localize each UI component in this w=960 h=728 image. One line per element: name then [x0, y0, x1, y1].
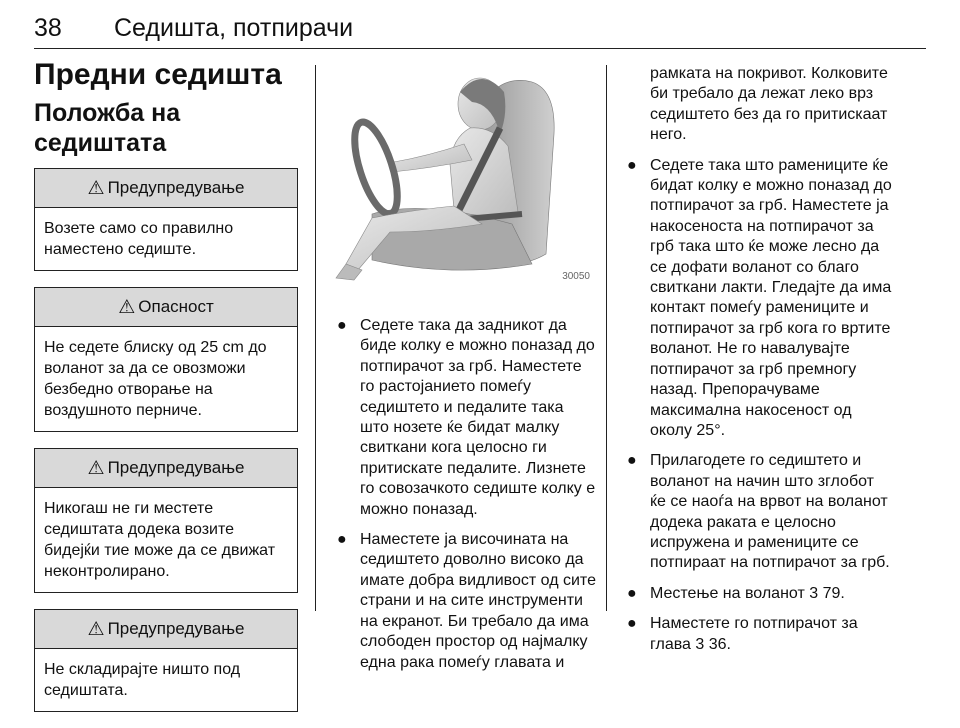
warning-box-text: Никогаш не ги местете седиштата додека возите бидејќи тие може да се движат неконтролирано. — [44, 500, 276, 580]
warning-box-text: Не складирајте ништо под седиштата. — [44, 661, 241, 699]
page-heading: Предни седишта — [34, 58, 282, 91]
column-divider — [606, 65, 607, 611]
figure-number: 30050 — [562, 271, 590, 282]
list-item — [622, 156, 894, 442]
warning-box — [34, 448, 298, 593]
reference-text: Местење на воланот — [650, 584, 805, 602]
warning-box-title: Предупредување — [107, 178, 245, 197]
warning-box — [34, 168, 298, 271]
bullet-icon: ● — [627, 452, 637, 470]
warning-box-title: Предупредување — [107, 458, 245, 477]
list-item — [332, 316, 596, 520]
continued-text: рамката на покривот. Колковите би требало да лежат леко врз седиштето без да го притискаат него. — [650, 65, 888, 144]
bullet-icon: ● — [337, 531, 347, 549]
warning-triangle-icon: ⚠ — [87, 177, 105, 199]
header-rule — [34, 48, 926, 49]
warning-box — [34, 609, 298, 712]
list-item-text: Наместете ја височината на седиштето доволно високо да имате добра видливост од сите страни и на сите инструменти на екранот. Би требало да има слободен простор од најмалку една рака помеѓу главата и — [360, 531, 596, 671]
warning-triangle-icon: ⚠ — [87, 457, 105, 479]
page-subheading: Положба на седиштата — [34, 99, 181, 157]
bullet-icon: ● — [627, 615, 637, 633]
warning-triangle-icon: ⚠ — [87, 618, 105, 640]
list-item — [622, 584, 894, 604]
list-item-text: Седете така да задникот да биде колку е можно поназад до потпирачот за грб. Наместете го растојанието помеѓу седиштето и педалите така што нозете ќе бидат малку свиткани кога целосно ги притискате педалите. Лизнете го совозачкото седиште колку е можно поназад. — [360, 317, 596, 518]
column-left — [34, 58, 298, 728]
danger-box-header — [35, 288, 297, 327]
reference-page: 79. — [822, 584, 845, 602]
page-reference-arrow-icon: 3 — [695, 635, 705, 653]
column-right — [622, 64, 894, 665]
bullet-icon: ● — [337, 317, 347, 334]
reference-page: 36. — [708, 635, 731, 653]
seated-driver-illustration — [332, 64, 596, 290]
reference-text: Наместете го потпирачот за глава — [650, 615, 858, 653]
page-header — [34, 14, 926, 50]
warning-triangle-icon: ⚠ — [118, 296, 136, 318]
bullet-icon: ● — [627, 156, 637, 174]
page-reference-link[interactable] — [695, 636, 731, 653]
warning-box-title: Предупредување — [107, 619, 245, 638]
section-title: Седишта, потпирачи — [114, 14, 354, 42]
instruction-list — [332, 316, 596, 673]
danger-box — [34, 287, 298, 432]
list-item-text: Седете така што рамениците ќе бидат колку е можно поназад до потпирачот за грб. Наместете ја накосеноста на потпирачот за грб така што ќе може лесно да се дофати воланот со благо свиткани лакти. Гледајте да има контакт помеѓу рамениците и потпирачот за грб кога го вртите воланот. Не го навалувајте потпирачот за грб премногу назад. Препорачуваме максимална накосеност од околу 25°. — [650, 156, 892, 439]
list-item — [622, 614, 894, 655]
warning-box-header — [35, 449, 297, 488]
page-number: 38 — [34, 14, 62, 42]
page-reference-link[interactable] — [809, 585, 845, 602]
bullet-icon: ● — [627, 584, 637, 602]
danger-box-title: Опасност — [138, 297, 214, 316]
driver-seat-drawing — [332, 64, 596, 290]
warning-box-text: Возете само со правилно наместено седиште. — [44, 220, 234, 258]
list-item — [622, 451, 894, 573]
instruction-list — [622, 156, 894, 655]
column-middle — [332, 64, 596, 683]
warning-box-header — [35, 610, 297, 649]
warning-box-header — [35, 169, 297, 208]
column-divider — [315, 65, 316, 611]
danger-box-text: Не седете блиску од 25 cm до воланот за да се овозможи безбедно отворање на воздушното перниче. — [44, 339, 267, 419]
list-item — [332, 530, 596, 673]
page-reference-arrow-icon: 3 — [809, 584, 819, 602]
list-item-text: Прилагодете го седиштето и воланот на начин што зглобот ќе се наоѓа на врвот на воланот додека раката е целосно испружена и рамениците се потпираат на потпирачот за грб. — [650, 452, 890, 572]
